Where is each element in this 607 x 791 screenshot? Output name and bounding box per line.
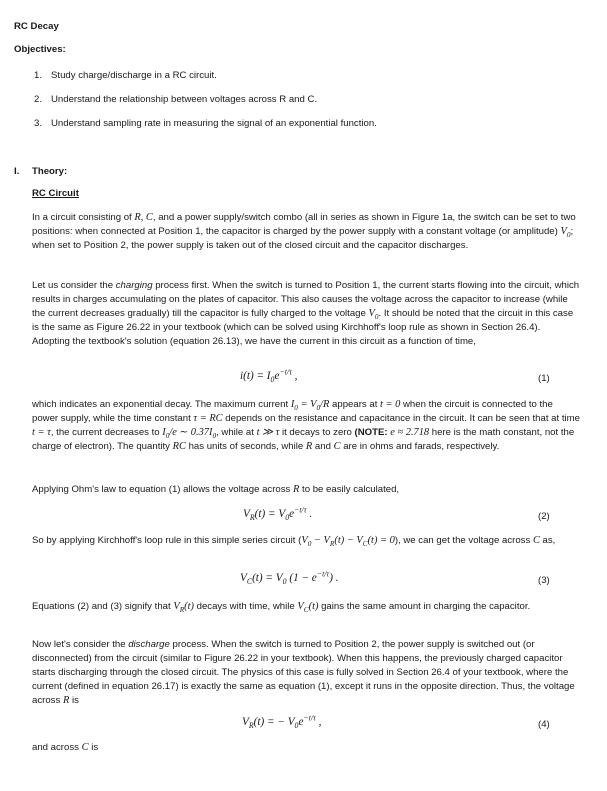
paragraph-across-c: and across C is [32,742,99,753]
paragraph-discharge: Now let's consider the discharge process. When the switch is turned to Position 2, the power supply is switched out (or disconnected) from the circuit (similar to Figure 26.22 in your textbook). When this happens, the previously charged capacitor starts discharging through the closed circuit. The physics of this case is fully solved in Section 26.4 of your textbook, where the current (defined in equation 26.17) is exactly the same as equation (1), except it runs in the opposite direction. Thus, the voltage across R is [32,639,575,706]
equation-1: $i(t) = I_0e^{-t/\tau}$ , [240,367,298,385]
paragraph-kirchhoff: So by applying Kirchhoff's loop rule in this simple series circuit $(V_0 - V_R(t) - V_C(t) = 0)$, we can get the voltage across C as, [32,535,556,549]
list-item-text: Study charge/discharge in a RC circuit. [51,70,217,81]
subheading: RC Circuit [32,188,79,199]
equation-2: $V_R(t) = V_0e^{-t/\tau}$ . [243,505,313,523]
paragraph-charging: Let us consider the charging process first. When the switch is turned to Position 1, the current starts flowing into the circuit, which results in charges accumulating on the plates of capacitor. This also causes the voltage across the capacitor to increase (while the current decreases gradually) till the capacitor is fully charged to the voltage $V_0$. It should be noted that the circuit in this case is the same as Figure 26.22 in your textbook (which can be solved using Kirchhoff's loop rule as shown in Section 26.4). Adopting the textbook's solution (equation 26.13), we have the current in this circuit as a function of time, [32,280,580,347]
section-number: I. [14,166,20,177]
equation-4: $V_R(t)$ = − $V_0e^{-t/\tau}$ , [242,713,322,731]
paragraph-ohms-law: Applying Ohm's law to equation (1) allows the voltage across R to be easily calculated, [32,484,400,495]
list-item-text: Understand the relationship between voltages across R and C. [51,94,318,105]
list-item-number: 2. [34,94,43,105]
paragraph-significance: Equations (2) and (3) signify that $V_R(t)$ decays with time, while $V_C(t)$ gains the same amount in charging the capacitor. [32,601,531,615]
paragraph-intro: In a circuit consisting of R, C, and a power supply/switch combo (all in series as shown in Figure 1a, the switch can be set to two positions: when connected at Position 1, the capacitor is charged by the power supply with a constant voltage (or amplitude) $V_0$; when set to Position 2, the power supply is taken out of the closed circuit and the capacitor discharges. [32,212,576,251]
doc-title: RC Decay [14,21,59,32]
list-item-number: 3. [34,118,43,129]
paragraph-decay: which indicates an exponential decay. The maximum current $I_0 = V_0/R$ appears at t = 0 when the circuit is connected to the power supply, while the time constant τ = RC depends on the resistance and capacitance in the circuit. It can be seen that at time t = τ, the current decreases to $I_0/e$ ∼ $0.37I_0$, while at t ≫ τ it decays to zero (NOTE: e ≈ 2.718 here is the math constant, not the charge of electron). The quantity RC has units of seconds, while R and C are in ohms and farads, respectively. [32,399,580,452]
equation-3: $V_C(t) = V_0$ $(1 - e^{-t/\tau})$ . [240,569,339,587]
objectives-heading: Objectives: [14,44,66,55]
equation-1-number: (1) [538,373,550,384]
equation-4-number: (4) [538,719,550,730]
list-item-number: 1. [34,70,43,81]
section-heading: Theory: [32,166,68,177]
equation-3-number: (3) [538,575,550,586]
list-item-text: Understand sampling rate in measuring the signal of an exponential function. [51,118,377,129]
equation-2-number: (2) [538,511,550,522]
